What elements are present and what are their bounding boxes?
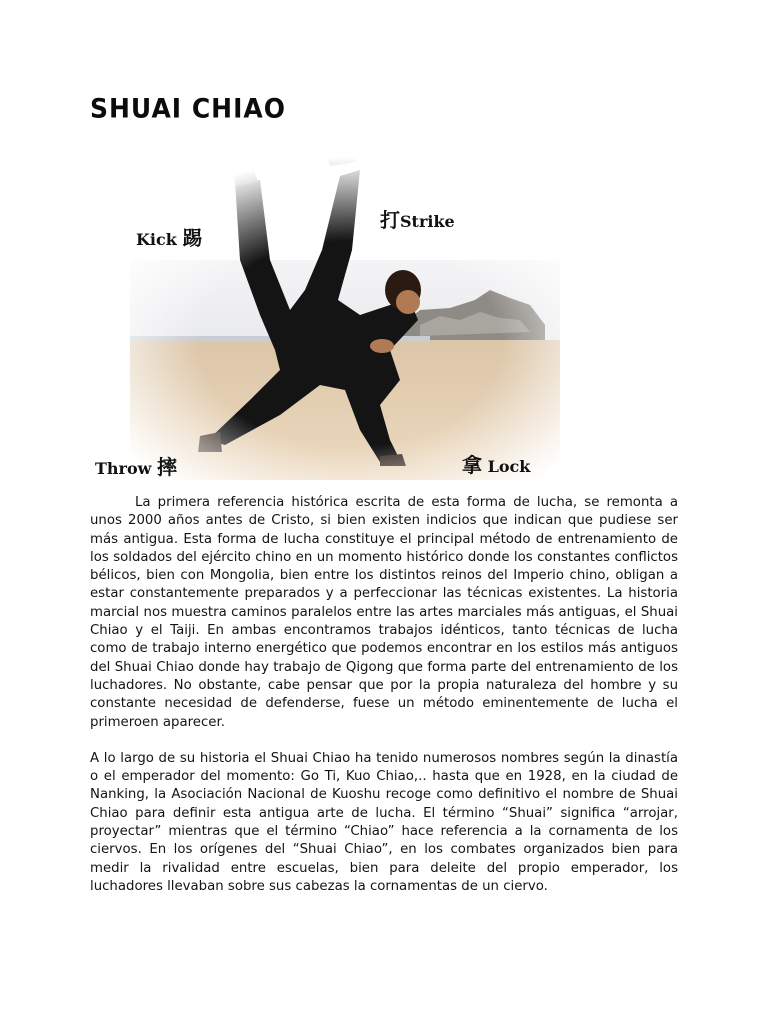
caption-lock-label: Lock	[487, 457, 531, 476]
photo-illustration	[90, 140, 590, 480]
caption-strike-label: Strike	[400, 212, 455, 231]
martial-arts-photo	[90, 140, 590, 480]
paragraph-history: La primera referencia histórica escrita de esta forma de lucha, se remonta a unos 2000 años antes de Cristo, si bien existen indicios que indican que pudiese ser más antigua. Esta forma de lucha constituye el principal método de entrenamiento de los soldados del ejército chino en un momento histórico donde los constantes conflictos bélicos, bien con Mongolia, bien entre los distintos reinos del Imperio chino, obligan a estar constantemente preparados y a perfeccionar las técnicas existentes. La historia marcial nos muestra caminos paralelos entre las artes marciales más antiguas, el Shuai Chiao y el Taiji. En ambas encontramos trabajos idénticos, tanto técnicas de lucha como de trabajo interno energético que podemos encontrar en los estilos más antiguos del Shuai Chiao donde hay trabajo de Qigong que forma parte del entrenamiento de los luchadores. No obstante, cabe pensar que por la propia naturaleza del hombre y su constante necesidad de defenderse, fuese un método eminentemente de lucha el primeroen aparecer.	[90, 495, 678, 730]
caption-throw	[95, 451, 177, 480]
caption-lock-glyph: 拿	[462, 453, 482, 477]
caption-kick-label: Kick	[136, 230, 177, 249]
caption-strike-glyph: 打	[380, 208, 400, 232]
caption-lock	[462, 449, 530, 478]
caption-strike	[380, 204, 455, 233]
article-body	[90, 494, 678, 914]
caption-kick-glyph: 踢	[182, 226, 203, 250]
page-title: SHUAI CHIAO	[90, 93, 286, 124]
caption-kick	[136, 222, 202, 251]
caption-throw-glyph: 摔	[157, 455, 177, 479]
caption-throw-label: Throw	[95, 459, 152, 478]
paragraph-names: A lo largo de su historia el Shuai Chiao ha tenido numerosos nombres según la dinastía o el emperador del momento: Go Ti, Kuo Chiao,.. hasta que en 1928, en la ciudad de Nanking, la Asociación Nacional de Kuoshu recoge como definitivo el nombre de Shuai Chiao para definir esta antigua arte de lucha. El término “Shuai” significa “arrojar, proyectar” mientras que el término “Chiao” hace referencia a la cornamenta de los ciervos. En los orígenes del “Shuai Chiao”, en los combates organizados bien para medir la rivalidad entre escuelas, bien para deleite del propio emperador, los luchadores llevaban sobre sus cabezas la cornamentas de un ciervo.	[90, 750, 678, 894]
